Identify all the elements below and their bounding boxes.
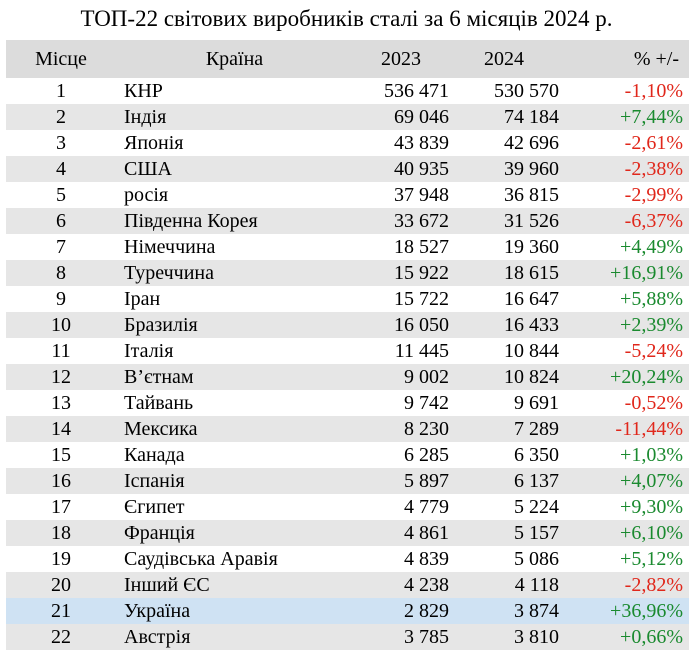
value-2024-cell: 36 815 — [504, 184, 559, 206]
value-2023-cell: 9 002 — [404, 366, 449, 388]
country-cell: Німеччина — [124, 236, 216, 258]
country-cell: Туреччина — [124, 262, 214, 284]
table-row — [6, 442, 689, 468]
table-row — [6, 364, 689, 390]
table-row — [6, 572, 689, 598]
change-cell: -2,61% — [624, 132, 683, 154]
rank-cell: 22 — [51, 626, 71, 648]
change-cell: -11,44% — [615, 418, 683, 440]
table-row — [6, 104, 689, 130]
table-row — [6, 598, 689, 624]
value-2024-cell: 19 360 — [504, 236, 559, 258]
change-cell: -5,24% — [624, 340, 683, 362]
rank-cell: 2 — [56, 106, 66, 128]
country-cell: Південна Корея — [124, 210, 258, 232]
table-row — [6, 130, 689, 156]
value-2024-cell: 3 874 — [514, 600, 559, 622]
column-header-change: % +/- — [633, 48, 679, 70]
value-2023-cell: 3 785 — [404, 626, 449, 648]
table-row — [6, 468, 689, 494]
value-2023-cell: 2 829 — [404, 600, 449, 622]
value-2023-cell: 15 722 — [394, 288, 449, 310]
change-cell: -0,52% — [624, 392, 683, 414]
country-cell: Індія — [124, 106, 167, 128]
value-2023-cell: 11 445 — [394, 340, 449, 362]
table-row — [6, 234, 689, 260]
rank-cell: 12 — [51, 366, 71, 388]
rank-cell: 21 — [51, 600, 71, 622]
change-cell: -2,99% — [624, 184, 683, 206]
table-row — [6, 390, 689, 416]
value-2023-cell: 8 230 — [404, 418, 449, 440]
country-cell: Бразилія — [124, 314, 198, 336]
value-2024-cell: 16 433 — [504, 314, 559, 336]
change-cell: +7,44% — [620, 106, 683, 128]
rank-cell: 10 — [51, 314, 71, 336]
column-header-country: Країна — [205, 48, 264, 70]
change-cell: +16,91% — [610, 262, 683, 284]
country-cell: Єгипет — [124, 496, 185, 518]
country-cell: США — [124, 158, 172, 180]
rank-cell: 6 — [56, 210, 66, 232]
change-cell: +1,03% — [620, 444, 683, 466]
country-cell: Іран — [124, 288, 161, 310]
rank-cell: 8 — [56, 262, 66, 284]
country-cell: Іспанія — [124, 470, 185, 492]
value-2024-cell: 31 526 — [504, 210, 559, 232]
value-2024-cell: 6 350 — [514, 444, 559, 466]
change-cell: -6,37% — [624, 210, 683, 232]
change-cell: +5,88% — [620, 288, 683, 310]
table-row — [6, 416, 689, 442]
value-2023-cell: 43 839 — [394, 132, 449, 154]
rank-cell: 16 — [51, 470, 71, 492]
change-cell: -2,38% — [624, 158, 683, 180]
value-2023-cell: 33 672 — [394, 210, 449, 232]
country-cell: Тайвань — [124, 392, 194, 414]
change-cell: +20,24% — [610, 366, 683, 388]
column-header-rank: Місце — [35, 48, 87, 70]
rank-cell: 3 — [56, 132, 66, 154]
country-cell: В’єтнам — [124, 366, 194, 388]
header-row — [6, 40, 689, 78]
value-2023-cell: 536 471 — [384, 80, 449, 102]
value-2024-cell: 6 137 — [514, 470, 559, 492]
value-2024-cell: 3 810 — [514, 626, 559, 648]
table-row — [6, 338, 689, 364]
change-cell: +9,30% — [620, 496, 683, 518]
value-2024-cell: 9 691 — [514, 392, 559, 414]
country-cell: Мексика — [124, 418, 198, 440]
change-cell: +5,12% — [620, 548, 683, 570]
table-body — [6, 78, 689, 650]
value-2024-cell: 530 570 — [494, 80, 559, 102]
steel-production-table — [6, 40, 689, 650]
country-cell: Італія — [124, 340, 174, 362]
value-2024-cell: 74 184 — [504, 106, 559, 128]
value-2024-cell: 10 844 — [504, 340, 559, 362]
value-2024-cell: 18 615 — [504, 262, 559, 284]
table-row — [6, 78, 689, 104]
table-row — [6, 260, 689, 286]
table-row — [6, 624, 689, 650]
value-2023-cell: 5 897 — [404, 470, 449, 492]
change-cell: +4,07% — [620, 470, 683, 492]
country-cell: Інший ЄС — [124, 574, 210, 596]
rank-cell: 17 — [51, 496, 71, 518]
table-row — [6, 156, 689, 182]
change-cell: +36,96% — [610, 600, 683, 622]
table-title: ТОП-22 світових виробників сталі за 6 місяців 2024 р. — [80, 6, 613, 31]
value-2024-cell: 39 960 — [504, 158, 559, 180]
value-2023-cell: 4 779 — [404, 496, 449, 518]
country-cell: Канада — [124, 444, 185, 466]
value-2024-cell: 16 647 — [504, 288, 559, 310]
country-cell: росія — [124, 184, 169, 206]
rank-cell: 1 — [56, 80, 66, 102]
country-cell: Саудівська Аравія — [124, 548, 278, 570]
value-2023-cell: 4 861 — [404, 522, 449, 544]
country-cell: Україна — [124, 600, 191, 622]
value-2023-cell: 6 285 — [404, 444, 449, 466]
country-cell: КНР — [124, 80, 163, 102]
country-cell: Франція — [124, 522, 195, 544]
change-cell: +2,39% — [620, 314, 683, 336]
value-2024-cell: 10 824 — [504, 366, 559, 388]
rank-cell: 14 — [51, 418, 71, 440]
table-row — [6, 520, 689, 546]
value-2023-cell: 15 922 — [394, 262, 449, 284]
rank-cell: 5 — [56, 184, 66, 206]
rank-cell: 20 — [51, 574, 71, 596]
country-cell: Японія — [124, 132, 184, 154]
rank-cell: 18 — [51, 522, 71, 544]
value-2023-cell: 4 238 — [404, 574, 449, 596]
value-2023-cell: 40 935 — [394, 158, 449, 180]
column-header-2023: 2023 — [381, 48, 421, 70]
change-cell: -1,10% — [624, 80, 683, 102]
value-2024-cell: 5 224 — [514, 496, 559, 518]
value-2023-cell: 4 839 — [404, 548, 449, 570]
rank-cell: 15 — [51, 444, 71, 466]
table-row — [6, 312, 689, 338]
change-cell: +4,49% — [620, 236, 683, 258]
table-row — [6, 546, 689, 572]
rank-cell: 11 — [51, 340, 71, 362]
value-2024-cell: 42 696 — [504, 132, 559, 154]
rank-cell: 9 — [56, 288, 66, 310]
value-2024-cell: 4 118 — [514, 574, 559, 596]
value-2023-cell: 69 046 — [394, 106, 449, 128]
value-2023-cell: 9 742 — [404, 392, 449, 414]
value-2023-cell: 16 050 — [394, 314, 449, 336]
rank-cell: 19 — [51, 548, 71, 570]
column-header-2024: 2024 — [484, 48, 524, 70]
change-cell: +0,66% — [620, 626, 683, 648]
change-cell: -2,82% — [624, 574, 683, 596]
value-2024-cell: 5 086 — [514, 548, 559, 570]
table-row — [6, 286, 689, 312]
rank-cell: 13 — [51, 392, 71, 414]
value-2024-cell: 7 289 — [514, 418, 559, 440]
value-2024-cell: 5 157 — [514, 522, 559, 544]
country-cell: Австрія — [124, 626, 191, 648]
change-cell: +6,10% — [620, 522, 683, 544]
table-row — [6, 182, 689, 208]
rank-cell: 4 — [56, 158, 66, 180]
rank-cell: 7 — [56, 236, 66, 258]
value-2023-cell: 37 948 — [394, 184, 449, 206]
table-row — [6, 208, 689, 234]
table-row — [6, 494, 689, 520]
value-2023-cell: 18 527 — [394, 236, 449, 258]
